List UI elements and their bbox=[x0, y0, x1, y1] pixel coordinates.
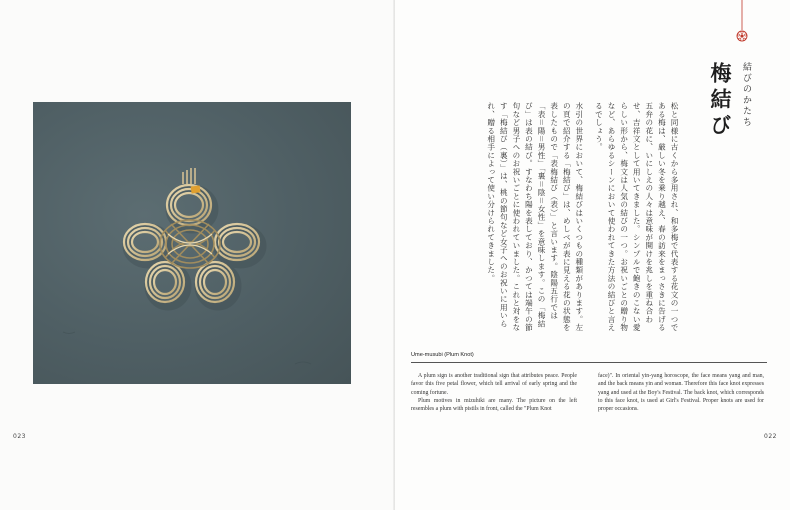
section-subheading: 結びのかたち bbox=[741, 62, 751, 128]
ja-paragraph-2: 水引の世界において、梅結びはいくつもの種類があります。左の頁で紹介する「梅結び」は、めしべが表に見える花の状態を表したもので「表梅結び（表）」と言います。陰陽五行では「表＝陽＝男性」「裏＝陰＝女性」を意味します。この「梅結び」は表の結び。すなわち陽を表しており、かつては端午の節句など男子へのお祝いごとに使われていました。これと対をなす「梅結び（裏）」は、桃の節句など女子へのお祝いに用いられ、贈る相手によって使い分けられてきました。 bbox=[486, 102, 584, 332]
en-paragraph-1: A plum sign is another traditional sign that attributes peace. People favor this five petal flower, which tell arrival of early spring and the coming fortune. bbox=[411, 373, 577, 396]
plum-knot-icon bbox=[33, 102, 351, 384]
english-column-1 bbox=[411, 372, 577, 413]
page-number-left: 023 bbox=[13, 433, 26, 440]
plum-knot-photo bbox=[33, 102, 351, 384]
en-paragraph-3: face)". In oriental yin-yang horoscope, the face means yang and man, and the back means yin and woman. Therefore this face knot expresses yang and used at the Boy's Festival. The back knot, which corresponds to this face knot, is used at Girl's Festival. Proper knots are used for proper occasions. bbox=[598, 373, 764, 413]
en-paragraph-2: Plum motives in mizuhiki are many. The picture on the left resembles a plum with pistils in front, called the "Plum Knot bbox=[411, 397, 577, 413]
title-divider bbox=[411, 362, 767, 363]
page-number-right: 022 bbox=[764, 433, 777, 440]
section-heading: 梅結び bbox=[708, 62, 733, 140]
red-plum-ornament-icon bbox=[733, 0, 751, 48]
japanese-body-text bbox=[484, 102, 680, 334]
ja-paragraph-1: 松と同様に古くから多用され、和多梅で代表する花文の一つである梅は、厳しい冬を乗り越え、春の訪来をまっさきに告げる五弁の花に、いにしえの人々は意味が開けを兆しを重ね合わせ、吉祥文として用いてきました。シンプルで飽きのこない愛らしい形から、梅文は人気の結びの一つ。お祝いごとの贈り物など、あらゆるシーンにおいて使われてきた方法の結びと言えるでしょう。 bbox=[594, 102, 679, 332]
english-title: Ume-musubi (Plum Knot) bbox=[411, 352, 474, 358]
right-page bbox=[395, 0, 790, 510]
english-column-2 bbox=[598, 372, 764, 413]
